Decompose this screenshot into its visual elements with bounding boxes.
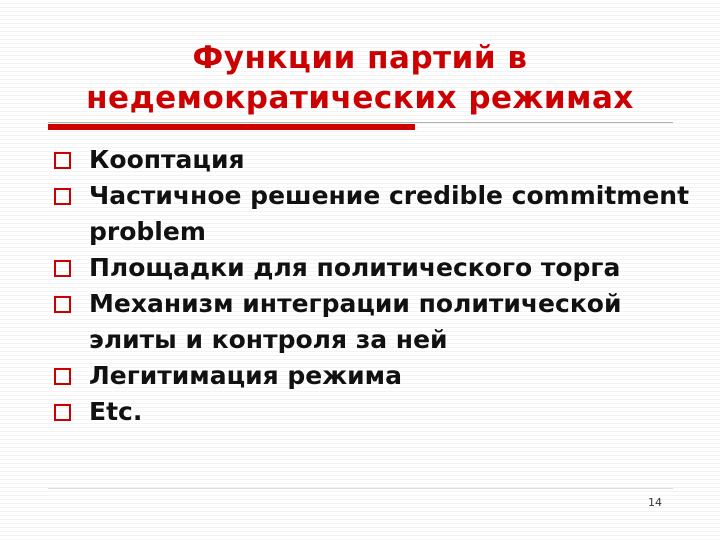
title-divider-accent bbox=[48, 124, 415, 130]
hollow-square-icon bbox=[54, 152, 71, 169]
bullet-text: Площадки для политического торга bbox=[89, 253, 621, 282]
page-number: 14 bbox=[648, 496, 662, 509]
hollow-square-icon bbox=[54, 296, 71, 313]
hollow-square-icon bbox=[54, 368, 71, 385]
bullet-item-commitment bbox=[52, 178, 692, 250]
bullet-item-legitimation bbox=[52, 358, 692, 394]
bullet-item-cooptation bbox=[52, 142, 692, 178]
hollow-square-icon bbox=[54, 404, 71, 421]
bullet-text: Механизм интеграции политической элиты и контроля за ней bbox=[89, 289, 622, 354]
bullet-item-bargaining bbox=[52, 250, 692, 286]
hollow-square-icon bbox=[54, 260, 71, 277]
bullet-list bbox=[52, 142, 692, 430]
slide-title-line-1: Функции партий в bbox=[192, 40, 528, 76]
slide-title bbox=[20, 38, 700, 118]
bullet-item-elite-integration bbox=[52, 286, 692, 358]
footer-divider bbox=[48, 488, 673, 489]
bullet-text: Etc. bbox=[89, 397, 143, 426]
title-divider-thin bbox=[48, 122, 673, 123]
bullet-text: Кооптация bbox=[89, 145, 245, 174]
bullet-item-etc bbox=[52, 394, 692, 430]
hollow-square-icon bbox=[54, 188, 71, 205]
bullet-text: Частичное решение credible commitment problem bbox=[89, 181, 690, 246]
bullet-text: Легитимация режима bbox=[89, 361, 402, 390]
slide-title-line-2: недемократических режимах bbox=[86, 80, 634, 116]
